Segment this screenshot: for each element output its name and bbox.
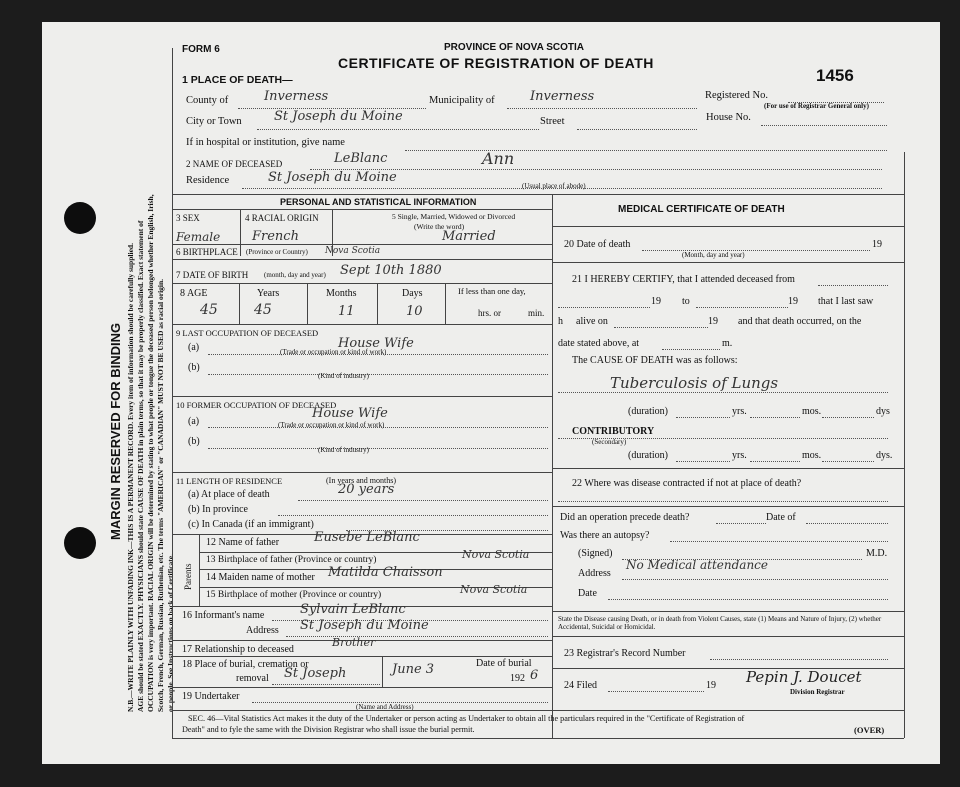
death-year-prefix: 19: [872, 239, 882, 250]
certify-yr-a: 19: [651, 296, 661, 307]
city-label: City or Town: [186, 116, 242, 127]
contributory-dys: dys.: [876, 450, 893, 461]
age-label: 8 AGE: [180, 288, 208, 299]
years-value: 45: [254, 302, 272, 318]
registrar-signature: Pepin J. Doucet: [746, 668, 862, 686]
province-heading: PROVINCE OF NOVA SCOTIA: [444, 42, 585, 53]
burial-date-label: Date of burial: [476, 658, 532, 669]
street-label: Street: [540, 116, 565, 127]
sex-value: Female: [176, 230, 221, 244]
burial-place: St Joseph: [284, 666, 347, 681]
dob-label: 7 DATE OF BIRTH: [176, 270, 249, 280]
certify-death-occurred: and that death occurred, on the: [738, 316, 862, 327]
form-number: FORM 6: [182, 44, 220, 55]
division-registrar-label: Division Registrar: [790, 688, 845, 696]
parents-label: Parents: [183, 563, 193, 590]
marital-note: (Write the word): [414, 222, 465, 231]
contributory-note: (Secondary): [592, 438, 627, 446]
residence-note: (Usual place of abode): [522, 182, 586, 190]
certificate-number: 1456: [816, 66, 854, 85]
father-birthplace-label: 13 Birthplace of father (Province or country): [206, 555, 377, 565]
certify-m: m.: [722, 338, 733, 349]
former-occ-b: (b): [188, 436, 200, 447]
sex-label: 3 SEX: [176, 213, 200, 223]
lessday-label: If less than one day,: [458, 286, 526, 296]
burial-year-suffix: 6: [530, 668, 539, 683]
years-label: Years: [257, 288, 280, 299]
undertaker-note: (Name and Address): [356, 703, 414, 711]
city-value: St Joseph du Moine: [274, 109, 403, 124]
father-birthplace-value: Nova Scotia: [462, 548, 530, 561]
cause-mos: mos.: [802, 406, 822, 417]
county-label: County of: [186, 95, 229, 106]
last-industry-note: (Kind of industry): [318, 372, 369, 380]
municipality-label: Municipality of: [429, 95, 495, 106]
certify-h: h: [558, 316, 563, 327]
state-note: State the Disease causing Death, or in death from Violent Causes, state (1) Means and Nature of Injury, (2) whether Accidental, Suicidal or Homicidal.: [558, 615, 882, 631]
residence-label: Residence: [186, 175, 230, 186]
cause-duration: (duration): [628, 406, 668, 417]
hospital-label: If in hospital or institution, give name: [186, 137, 345, 148]
informant-address-label: Address: [246, 625, 279, 636]
residence-value: St Joseph du Moine: [268, 170, 397, 185]
certify-yr-b: 19: [788, 296, 798, 307]
contributory-mos: mos.: [802, 450, 822, 461]
former-occupation-label: 10 FORMER OCCUPATION OF DECEASED: [176, 400, 337, 410]
medical-heading: MEDICAL CERTIFICATE OF DEATH: [618, 204, 785, 215]
relationship-label: 17 Relationship to deceased: [182, 644, 294, 655]
former-industry-note: (Kind of industry): [318, 446, 369, 454]
months-value: 11: [338, 304, 355, 319]
margin-note-1: N.B.—WRITE PLAINLY WITH UNFADING INK—THIS IS A PERMANENT RECORD. Every item of information should be carefully supplied.: [126, 243, 135, 712]
doctor-date-label: Date: [578, 588, 597, 599]
burial-removal-label: removal: [236, 673, 269, 684]
days-label: Days: [402, 288, 423, 299]
margin-binding-label: MARGIN RESERVED FOR BINDING: [108, 322, 123, 540]
autopsy-label: Was there an autopsy?: [560, 530, 650, 541]
operation-label: Did an operation precede death?: [560, 512, 690, 523]
filed-year: 19: [706, 680, 716, 691]
binding-hole-top: [64, 202, 96, 234]
father-value: Eusebe LeBlanc: [314, 530, 420, 545]
registrar-record-label: 23 Registrar's Record Number: [564, 648, 686, 659]
personal-heading: PERSONAL AND STATISTICAL INFORMATION: [280, 197, 477, 207]
certify-date-stated: date stated above, at: [558, 338, 640, 349]
mother-birthplace-label: 15 Birthplace of mother (Province or country): [206, 590, 382, 600]
cause-yrs: yrs.: [732, 406, 747, 417]
birthplace-label: 6 BIRTHPLACE: [176, 247, 238, 257]
filed-label: 24 Filed: [564, 680, 598, 691]
informant-label: 16 Informant's name: [182, 610, 265, 621]
house-label: House No.: [706, 112, 751, 123]
informant-name: Sylvain LeBlanc: [300, 602, 406, 617]
informant-address: St Joseph du Moine: [300, 618, 429, 633]
length-residence-label: 11 LENGTH OF RESIDENCE: [176, 476, 283, 486]
length-residence-note: (In years and months): [326, 476, 396, 485]
burial-year-prefix: 192: [510, 673, 525, 684]
racial-label: 4 RACIAL ORIGIN: [245, 213, 319, 223]
footer-sec46-cont: Death" and to fyle the same with the Division Registrar who shall issue the burial permit.: [182, 725, 475, 734]
certify-yr-c: 19: [708, 316, 718, 327]
former-occupation-value: House Wife: [312, 406, 388, 421]
days-value: 10: [406, 304, 423, 319]
death-date-note: (Month, day and year): [682, 251, 745, 259]
margin-note-4: Scotch, French, German, Russian, Ruthenian, etc. The terms "AMERICAN" or "CANADIAN" MUST NOT BE USED as racial origin.: [156, 278, 165, 712]
margin-note-3: OCCUPATION is very important. RACIAL ORIGIN will be determined by stating to what people or tongue the deceased person belonged whether English, Irish,: [146, 194, 155, 712]
residence-c-label: (c) In Canada (if an immigrant): [188, 519, 314, 530]
q22-label: 22 Where was disease contracted if not at place of death?: [572, 478, 802, 489]
operation-date-label: Date of: [766, 512, 796, 523]
deceased-name-label: 2 NAME OF DECEASED: [186, 159, 283, 169]
registered-label: Registered No.: [705, 90, 768, 101]
last-trade-note: (Trade or occupation or kind of work): [280, 348, 387, 356]
deceased-given: Ann: [482, 149, 515, 168]
md-label: M.D.: [866, 548, 888, 559]
binding-hole-bottom: [64, 527, 96, 559]
county-value: Inverness: [264, 89, 329, 104]
certify-alive-on: alive on: [576, 316, 608, 327]
min-label: min.: [528, 308, 545, 318]
last-occupation-value: House Wife: [338, 336, 414, 351]
deceased-surname: LeBlanc: [334, 151, 388, 166]
cause-label: The CAUSE OF DEATH was as follows:: [572, 355, 738, 366]
marital-value: Married: [442, 229, 496, 244]
signed-label: (Signed): [578, 548, 613, 559]
former-trade-note: (Trade or occupation or kind of work): [278, 421, 385, 429]
last-occupation-label: 9 LAST OCCUPATION OF DECEASED: [176, 328, 319, 338]
contributory-yrs: yrs.: [732, 450, 747, 461]
birthplace-note: (Province or Country): [246, 248, 308, 256]
doctor-address-value: No Medical attendance: [626, 558, 768, 572]
undertaker-label: 19 Undertaker: [182, 691, 240, 702]
dob-note: (month, day and year): [264, 271, 326, 279]
footer-over: (OVER): [854, 725, 885, 735]
certificate-title: CERTIFICATE OF REGISTRATION OF DEATH: [338, 55, 654, 71]
hrs-label: hrs. or: [478, 308, 501, 318]
mother-birthplace-value: Nova Scotia: [460, 583, 528, 596]
certify-last-saw: that I last saw: [818, 296, 874, 307]
dob-value: Sept 10th 1880: [340, 263, 442, 278]
doctor-address-label: Address: [578, 568, 611, 579]
residence-a-label: (a) At place of death: [188, 489, 270, 500]
father-label: 12 Name of father: [206, 537, 280, 548]
racial-value: French: [252, 229, 299, 244]
registered-note: (For use of Registrar General only): [764, 102, 869, 110]
footer-sec46: SEC. 46—Vital Statistics Act makes it the duty of the Undertaker or person acting as Undertaker to obtain all the particulars required in the "Certificate of Registration of: [188, 714, 745, 723]
age-value: 45: [200, 302, 218, 318]
burial-label: 18 Place of burial, cremation or: [182, 659, 309, 670]
contributory-duration: (duration): [628, 450, 668, 461]
cause-dys: dys: [876, 406, 890, 417]
mother-label: 14 Maiden name of mother: [206, 572, 315, 583]
death-date-label: 20 Date of death: [564, 239, 631, 250]
last-occ-a: (a): [188, 342, 200, 353]
certificate-paper: [42, 22, 940, 764]
relationship-value: Brother: [332, 636, 376, 649]
place-heading: 1 PLACE OF DEATH—: [182, 74, 293, 86]
municipality-value: Inverness: [530, 89, 595, 104]
certify-text: 21 I HEREBY CERTIFY, that I attended deceased from: [572, 274, 795, 285]
margin-note-2: AGE should be stated EXACTLY. PHYSICIANS should state CAUSE OF DEATH in plain terms, so that it may be properly classified. Exact statement of: [136, 220, 145, 712]
former-occ-a: (a): [188, 416, 200, 427]
burial-date: June 3: [392, 662, 435, 677]
contributory-label: CONTRIBUTORY: [572, 426, 655, 437]
marital-label: 5 Single, Married, Widowed or Divorced: [392, 212, 516, 221]
months-label: Months: [326, 288, 357, 299]
residence-a-value: 20 years: [338, 482, 395, 497]
certify-to: to: [682, 296, 690, 307]
margin-note-5: or people. See Instructions on back of Certificate.: [166, 554, 175, 712]
residence-b-label: (b) In province: [188, 504, 248, 515]
last-occ-b: (b): [188, 362, 200, 373]
cause-value: Tuberculosis of Lungs: [610, 374, 779, 392]
birthplace-value: Nova Scotia: [325, 246, 381, 256]
mother-value: Matilda Chaisson: [328, 565, 443, 580]
